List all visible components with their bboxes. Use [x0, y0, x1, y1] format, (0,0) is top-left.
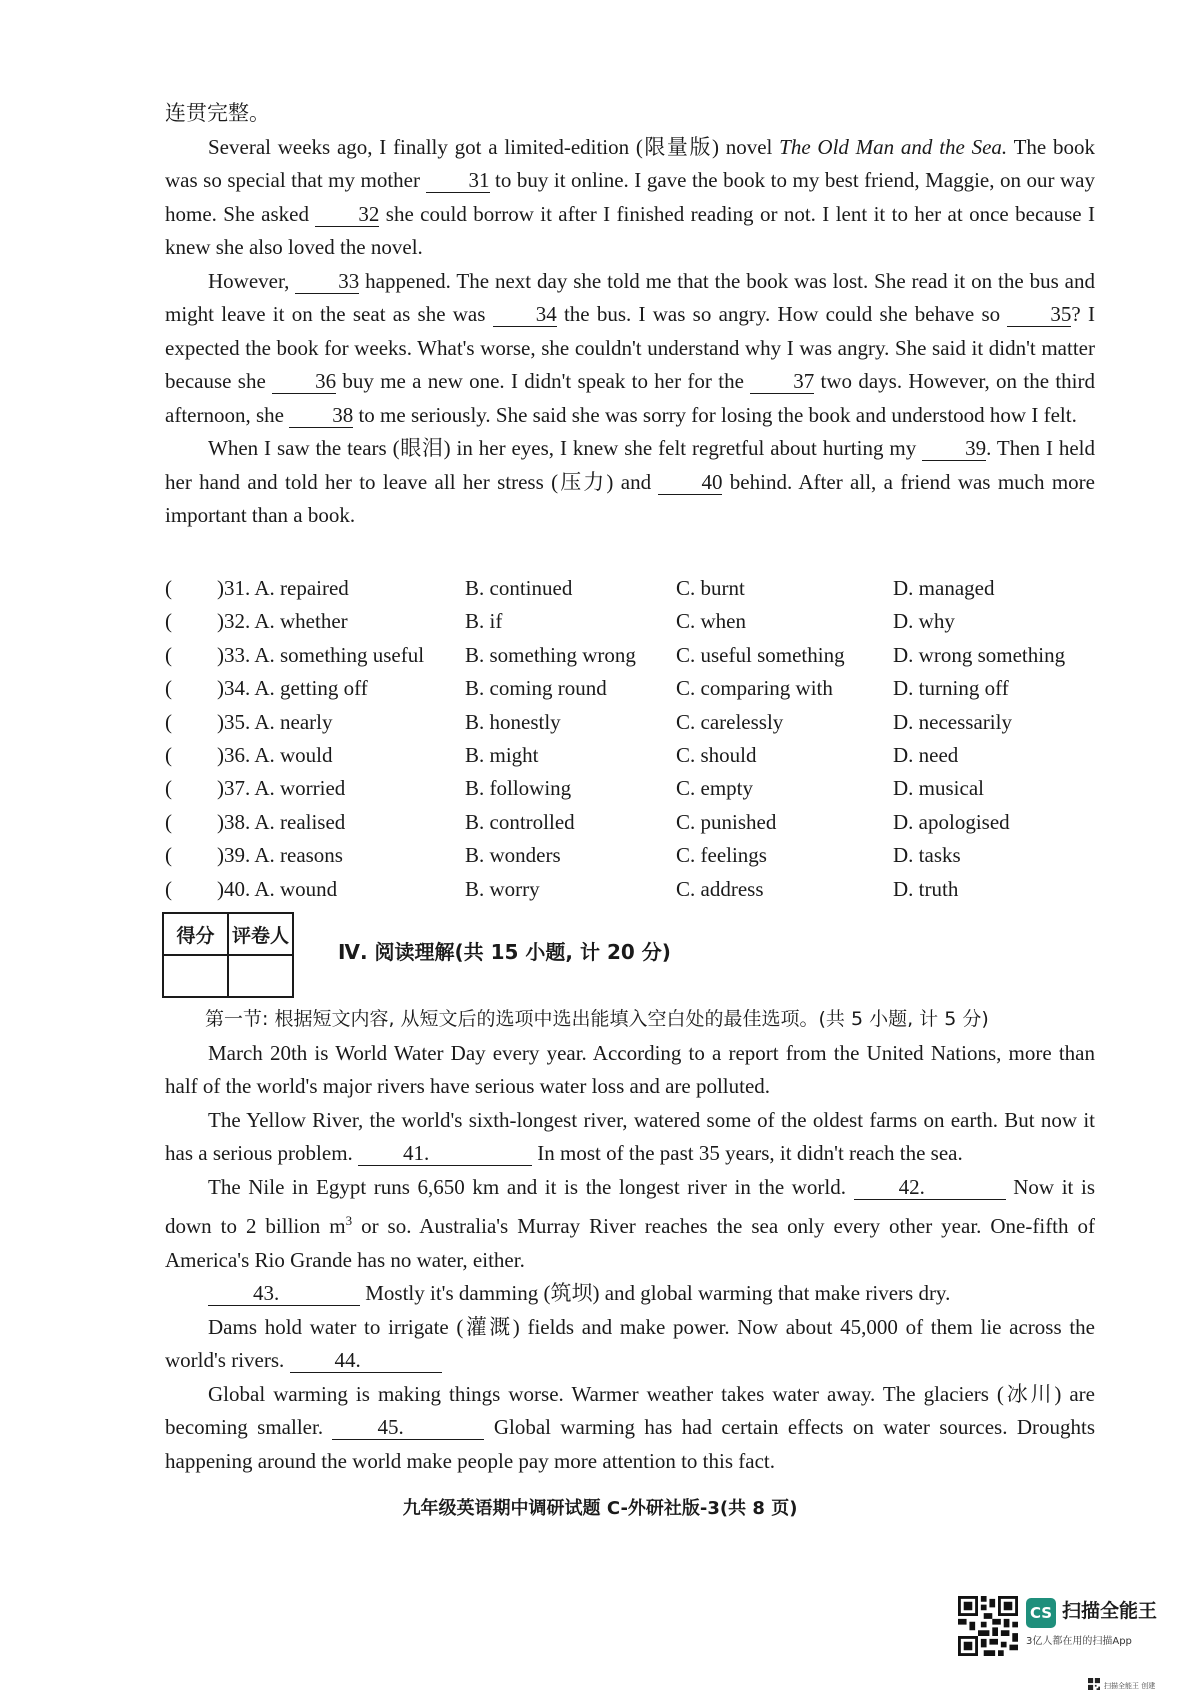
answer-bracket[interactable]: ( — [165, 809, 172, 834]
text: happened. The next day she told me that the book was lost. She read it on the bus and might leave it on the seat as she was — [165, 268, 1096, 326]
text: Several weeks ago, I finally got a limited-edition (限量版) novel — [208, 134, 780, 159]
section-title: Ⅳ. 阅读理解(共 15 小题, 计 20 分) — [338, 940, 671, 964]
blank-37: 37 — [750, 369, 814, 394]
option-row — [165, 572, 1095, 605]
option-b: B. honestly — [465, 709, 561, 734]
camscanner-name: 扫描全能王 — [1062, 1600, 1158, 1622]
option-c: C. comparing with — [676, 676, 833, 701]
text: The book was so special that my mother — [165, 134, 1095, 192]
text: to buy it online. I gave the book to my best friend, Maggie, on our way home. She asked — [165, 168, 1095, 226]
option-b: B. if — [465, 609, 503, 634]
answer-bracket[interactable]: ( — [165, 843, 172, 868]
option-c: C. carelessly — [676, 709, 784, 734]
text: the bus. I was so angry. How could she behave so — [556, 302, 1008, 326]
option-d: D. turning off — [893, 676, 1009, 701]
answer-bracket[interactable]: ( — [165, 776, 172, 801]
option-d: D. musical — [893, 776, 984, 801]
option-d: D. managed — [893, 576, 995, 600]
cloze-paragraph-2 — [165, 265, 1095, 433]
camscanner-tagline: 3亿人都在用的扫描App — [1026, 1636, 1132, 1647]
option-c: C. address — [676, 876, 764, 901]
option-d: D. why — [893, 609, 955, 634]
blank-42: 42. — [854, 1175, 1006, 1200]
option-a: )34. A. getting off — [217, 676, 368, 701]
option-row — [165, 739, 1095, 772]
option-b: B. following — [465, 776, 572, 801]
score-header: 得分 — [163, 913, 228, 955]
reading-paragraph-1: March 20th is World Water Day every year. According to a report from the United Nations, more than half of the world's major rivers have serious water loss and are polluted. — [165, 1040, 1095, 1098]
text: The Nile in Egypt runs 6,650 km and it is the longest river in the world. — [208, 1174, 854, 1199]
blank-43: 43. — [208, 1281, 360, 1306]
option-d: D. wrong something — [893, 642, 1066, 667]
answer-bracket[interactable]: ( — [165, 576, 172, 600]
text: Mostly it's damming (筑坝) and global warming that make rivers dry. — [360, 1281, 951, 1305]
answer-options — [165, 572, 1095, 906]
grader-header: 评卷人 — [228, 913, 293, 955]
option-a: )38. A. realised — [217, 809, 346, 834]
cloze-paragraph-3 — [165, 432, 1095, 533]
answer-bracket[interactable]: ( — [165, 676, 172, 701]
text: Global warming is making things worse. Warmer weather takes water away. The glaciers (冰川) are becoming smaller. — [165, 1381, 1095, 1439]
option-c: C. when — [676, 609, 746, 634]
novel-title: The Old Man and the Sea. — [779, 134, 1008, 159]
option-d: D. tasks — [893, 843, 961, 868]
text: ? I expected the book for weeks. What's worse, she couldn't understand why I was angry. She said it didn't matter because she — [165, 302, 1095, 393]
reading-paragraph-6 — [165, 1378, 1095, 1479]
blank-44: 44. — [290, 1348, 442, 1373]
text: or so. Australia's Murray River reaches the sea only every other year. One-fifth of America's Rio Grande has no water, either. — [165, 1214, 1095, 1272]
option-row — [165, 672, 1095, 705]
text: Global warming has had certain effects on water sources. Droughts happening around the world make people pay more attention to this fact. — [165, 1415, 1095, 1473]
option-row — [165, 806, 1095, 839]
reading-paragraph-4 — [165, 1277, 1095, 1311]
answer-bracket[interactable]: ( — [165, 709, 172, 734]
option-c: C. feelings — [676, 843, 767, 868]
option-d: D. apologised — [893, 809, 1010, 834]
text: Dams hold water to irrigate (灌溉) fields and make power. Now about 45,000 of them lie across the world's rivers. — [165, 1314, 1095, 1372]
option-row — [165, 706, 1095, 739]
cloze-passage — [165, 97, 1095, 533]
option-b: B. might — [465, 742, 539, 767]
text: she could borrow it after I finished reading or not. I lent it to her at once because I knew she also loved the novel. — [165, 201, 1095, 259]
reading-paragraph-5 — [165, 1311, 1095, 1378]
answer-bracket[interactable]: ( — [165, 642, 172, 667]
option-c: C. burnt — [676, 576, 745, 600]
option-row — [165, 772, 1095, 805]
text: When I saw the tears (眼泪) in her eyes, I knew she felt regretful about hurting my — [208, 436, 923, 460]
blank-40: 40 — [658, 470, 722, 495]
option-a: )40. A. wound — [217, 876, 338, 901]
text: two days. However, on the third afternoon, she — [165, 369, 1096, 427]
option-d: D. necessarily — [893, 709, 1012, 734]
option-c: C. empty — [676, 776, 753, 801]
option-a: )37. A. worried — [217, 776, 346, 801]
blank-45: 45. — [332, 1415, 484, 1440]
intro-fragment: 连贯完整。 — [165, 101, 270, 125]
option-b: B. worry — [465, 876, 540, 901]
text: to me seriously. She said she was sorry for losing the book and understood how I felt. — [353, 402, 1077, 427]
cloze-paragraph-1 — [165, 131, 1095, 265]
option-a: )35. A. nearly — [217, 709, 333, 734]
option-b: B. controlled — [465, 809, 575, 834]
option-d: D. need — [893, 742, 959, 767]
option-a: )31. A. repaired — [217, 576, 349, 600]
text: The Yellow River, the world's sixth-longest river, watered some of the oldest farms on earth. But now it has a serious problem. — [165, 1107, 1095, 1165]
option-row — [165, 873, 1095, 906]
option-b: B. coming round — [465, 676, 607, 701]
answer-bracket[interactable]: ( — [165, 609, 172, 634]
option-b: B. continued — [465, 576, 573, 600]
option-row — [165, 605, 1095, 638]
option-row — [165, 639, 1095, 672]
answer-bracket[interactable]: ( — [165, 876, 172, 901]
option-c: C. punished — [676, 809, 777, 834]
score-cell[interactable] — [163, 955, 228, 997]
reading-passage — [165, 1003, 1095, 1478]
option-c: C. useful something — [676, 642, 845, 667]
mini-qr-icon — [1088, 1678, 1100, 1690]
option-b: B. something wrong — [465, 642, 636, 667]
option-b: B. wonders — [465, 843, 561, 868]
text: buy me a new one. I didn't speak to her for the — [336, 369, 751, 393]
option-a: )33. A. something useful — [217, 642, 425, 667]
camscanner-logo-icon: CS — [1026, 1598, 1056, 1628]
camscanner-credit: 扫描全能王 创建 — [1104, 1682, 1156, 1690]
text: . Then I held her hand and told her to leave all her stress (压力) and — [165, 436, 1096, 494]
reading-paragraph-3 — [165, 1171, 1095, 1278]
blank-38: 38 — [289, 403, 353, 428]
superscript: 3 — [345, 1213, 353, 1228]
text: However, — [208, 268, 296, 293]
qr-code-icon — [958, 1596, 1018, 1656]
option-row — [165, 839, 1095, 872]
page-footer: 九年级英语期中调研试题 C-外研社版-3(共 8 页) — [402, 1498, 798, 1519]
blank-39: 39 — [922, 436, 986, 461]
blank-41: 41. — [358, 1141, 532, 1166]
option-c: C. should — [676, 742, 757, 767]
text: behind. After all, a friend was much more important than a book. — [165, 469, 1095, 527]
text: In most of the past 35 years, it didn't reach the sea. — [532, 1141, 963, 1165]
blank-36: 36 — [272, 369, 336, 394]
blank-33: 33 — [295, 269, 359, 294]
score-table — [162, 912, 294, 998]
grader-cell[interactable] — [228, 955, 293, 997]
option-a: )36. A. would — [217, 742, 333, 767]
instruction: 第一节: 根据短文内容, 从短文后的选项中选出能填入空白处的最佳选项。(共 5 小题, 计 5 分) — [205, 1008, 989, 1030]
blank-35: 35 — [1007, 302, 1071, 327]
text: Now it is down to 2 billion m — [165, 1174, 1095, 1238]
reading-paragraph-2 — [165, 1104, 1095, 1171]
blank-34: 34 — [493, 302, 557, 327]
blank-32: 32 — [315, 202, 379, 227]
blank-31: 31 — [426, 168, 490, 193]
option-a: )39. A. reasons — [217, 843, 343, 868]
option-a: )32. A. whether — [217, 609, 348, 634]
option-d: D. truth — [893, 876, 959, 901]
answer-bracket[interactable]: ( — [165, 742, 172, 767]
